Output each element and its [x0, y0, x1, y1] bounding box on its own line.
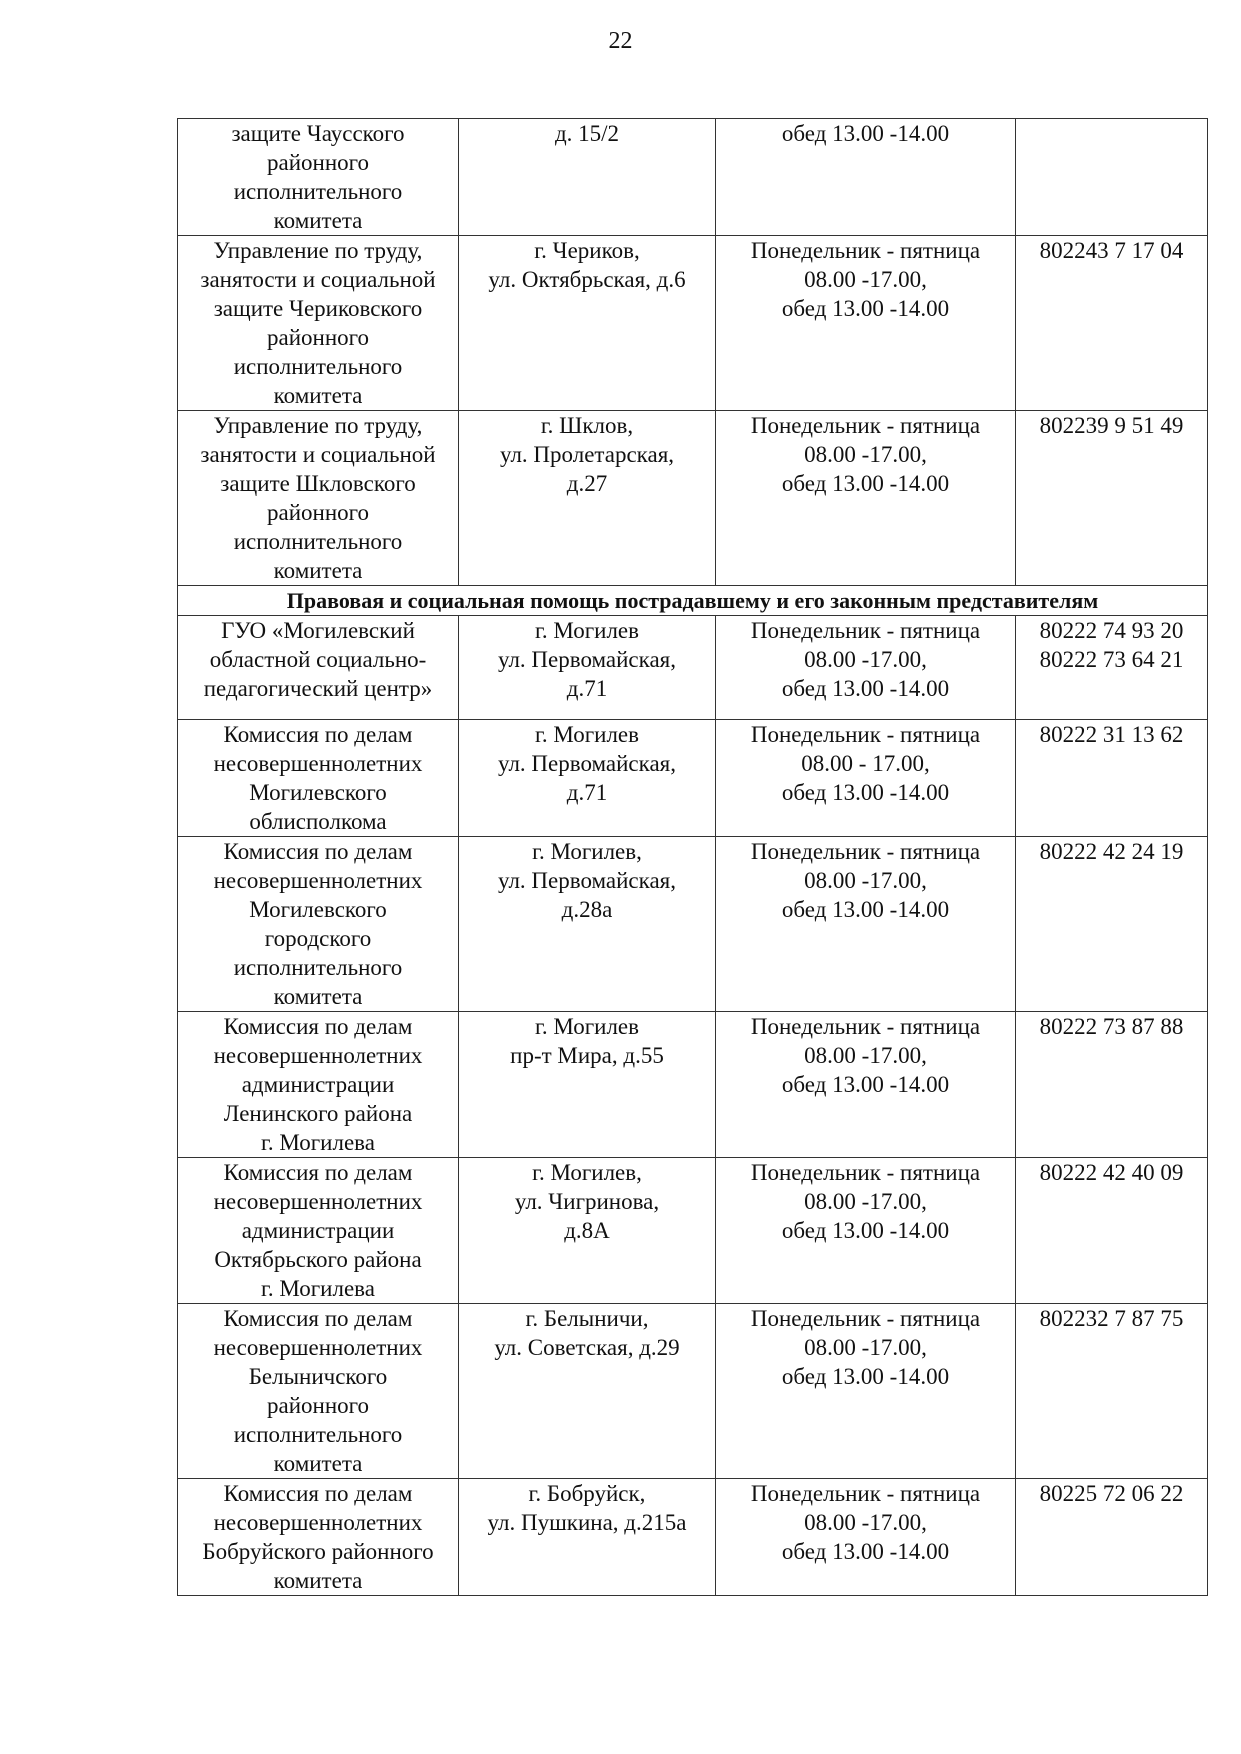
phone-cell [1016, 119, 1208, 236]
organization-cell: Комиссия по делам несовершеннолетних администрации Октябрьского района г. Могилева [178, 1158, 459, 1304]
organization-cell: Управление по труду, занятости и социальной защите Чериковского районного исполнительного комитета [178, 236, 459, 411]
phone-cell: 80225 72 06 22 [1016, 1479, 1208, 1596]
organization-cell: Комиссия по делам несовершеннолетних Белыничского районного исполнительного комитета [178, 1304, 459, 1479]
address-cell: д. 15/2 [459, 119, 716, 236]
table-row [178, 720, 1208, 837]
hours-cell: Понедельник - пятница 08.00 -17.00, обед 13.00 -14.00 [716, 837, 1016, 1012]
hours-cell: обед 13.00 -14.00 [716, 119, 1016, 236]
hours-cell: Понедельник - пятница 08.00 -17.00, обед 13.00 -14.00 [716, 1479, 1016, 1596]
phone-cell: 80222 73 87 88 [1016, 1012, 1208, 1158]
hours-cell: Понедельник - пятница 08.00 -17.00, обед 13.00 -14.00 [716, 411, 1016, 586]
page-number: 22 [608, 28, 633, 54]
hours-cell: Понедельник - пятница 08.00 -17.00, обед 13.00 -14.00 [716, 1158, 1016, 1304]
address-cell: г. Могилев, ул. Первомайская, д.28а [459, 837, 716, 1012]
organization-cell: ГУО «Могилевский областной социально- педагогический центр» [178, 616, 459, 720]
organization-cell: Комиссия по делам несовершеннолетних Могилевского городского исполнительного комитета [178, 837, 459, 1012]
hours-cell: Понедельник - пятница 08.00 -17.00, обед 13.00 -14.00 [716, 1012, 1016, 1158]
address-cell: г. Шклов, ул. Пролетарская, д.27 [459, 411, 716, 586]
phone-cell: 80222 31 13 62 [1016, 720, 1208, 837]
organization-cell: Комиссия по делам несовершеннолетних Бобруйского районного комитета [178, 1479, 459, 1596]
section-heading-row [178, 586, 1208, 616]
table-row [178, 411, 1208, 586]
table-row [178, 1158, 1208, 1304]
organization-cell: Комиссия по делам несовершеннолетних администрации Ленинского района г. Могилева [178, 1012, 459, 1158]
hours-cell: Понедельник - пятница 08.00 - 17.00, обед 13.00 -14.00 [716, 720, 1016, 837]
organization-cell: защите Чаусского районного исполнительного комитета [178, 119, 459, 236]
hours-cell: Понедельник - пятница 08.00 -17.00, обед 13.00 -14.00 [716, 616, 1016, 720]
table-row [178, 1479, 1208, 1596]
address-cell: г. Могилев, ул. Чигринова, д.8А [459, 1158, 716, 1304]
section-heading: Правовая и социальная помощь пострадавшему и его законным представителям [178, 586, 1208, 616]
address-cell: г. Бобруйск, ул. Пушкина, д.215а [459, 1479, 716, 1596]
phone-cell: 80222 74 93 20 80222 73 64 21 [1016, 616, 1208, 720]
phone-cell: 80222 42 40 09 [1016, 1158, 1208, 1304]
phone-cell: 802232 7 87 75 [1016, 1304, 1208, 1479]
organization-cell: Управление по труду, занятости и социальной защите Шкловского районного исполнительного комитета [178, 411, 459, 586]
table-row [178, 1304, 1208, 1479]
table-row [178, 616, 1208, 720]
address-cell: г. Белыничи, ул. Советская, д.29 [459, 1304, 716, 1479]
address-cell: г. Могилев ул. Первомайская, д.71 [459, 720, 716, 837]
table-row [178, 236, 1208, 411]
organization-cell: Комиссия по делам несовершеннолетних Могилевского облисполкома [178, 720, 459, 837]
phone-cell: 802239 9 51 49 [1016, 411, 1208, 586]
address-cell: г. Могилев ул. Первомайская, д.71 [459, 616, 716, 720]
phone-cell: 802243 7 17 04 [1016, 236, 1208, 411]
table-row [178, 837, 1208, 1012]
phone-cell: 80222 42 24 19 [1016, 837, 1208, 1012]
address-cell: г. Могилев пр-т Мира, д.55 [459, 1012, 716, 1158]
hours-cell: Понедельник - пятница 08.00 -17.00, обед 13.00 -14.00 [716, 236, 1016, 411]
hours-cell: Понедельник - пятница 08.00 -17.00, обед 13.00 -14.00 [716, 1304, 1016, 1479]
contacts-table [177, 118, 1208, 1596]
address-cell: г. Чериков, ул. Октябрьская, д.6 [459, 236, 716, 411]
table-row [178, 119, 1208, 236]
table-row [178, 1012, 1208, 1158]
